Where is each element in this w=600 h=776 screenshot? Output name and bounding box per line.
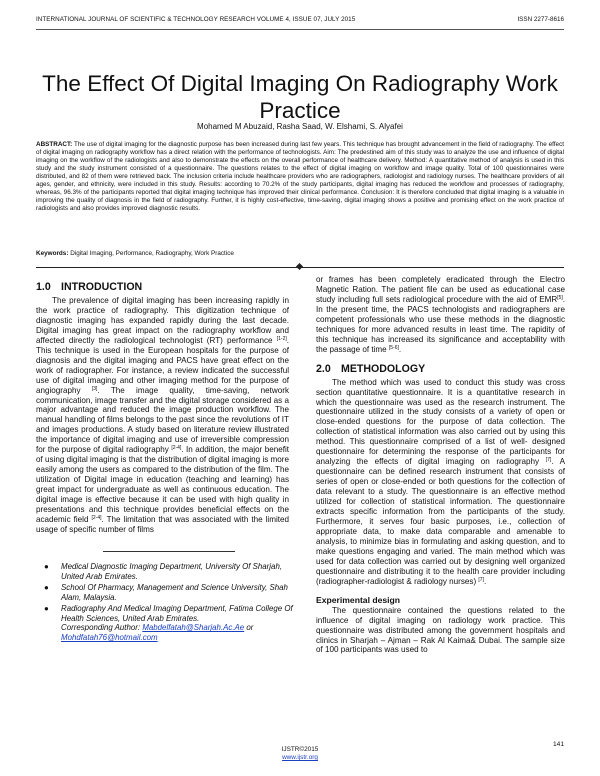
- method-text-1: The method which was used to conduct this study was cross section quantitative questionnaire. It is a quantitative research in which the questionnaire was used as the research instrument. The questionnaire utilized in the study consists of a variety of open or close-ended questions for the purpose of data collection. The collection of statistical information was also carried out by using this method. This questionnaire comprised of a list of well- designed questionnaire for determining the response of the participants for analyzing the effects of digital imaging on radiography: [316, 377, 565, 467]
- journal-url[interactable]: www.ijstr.org: [282, 754, 318, 761]
- methodology-title: METHODOLOGY: [341, 362, 426, 375]
- design-heading: Experimental design: [316, 594, 401, 605]
- intro-number: 1.0: [36, 281, 51, 293]
- intro-cont-text-2: . In the present time, the PACS technologists and radiographers are competent professionals who use these methods in the diagnostic techniques for more advanced results in least time. The rapidity of this technique has increased its significance and acceptability with the passage of time: [316, 294, 565, 354]
- citation: [7]: [545, 457, 552, 464]
- or-text: or: [246, 623, 254, 633]
- citation: [5]: [557, 294, 563, 301]
- citation: [1-2]: [276, 335, 287, 342]
- abstract: [36, 141, 564, 246]
- bullet-icon: ●: [44, 562, 49, 571]
- email-link-1[interactable]: Mabdelfatah@Sharjah.Ac.Ae: [142, 623, 245, 633]
- page-footer: [0, 746, 600, 762]
- author-affiliations: [44, 562, 294, 644]
- divider-diamond: [296, 263, 303, 270]
- method-text-2: . A questionnaire can be defined research instrument that consists of series of open or close-ended or both questions for the collection of data relevant to a study. The questionnaire is an effective method utilized for collection of statistical information. The questionnaire extracts specific information from the participants of the study. Furthermore, it serves four basic purposes, i.e., collection of appropriate data, to make data comparable and amenable to analysis, to minimize bias in formulating and asking question, and to make questions engaging and varied. The main method which was used for data collection was carried out by designing well organized questionnaire and distributing it to the health care provider including (radiographer-radiologist & radiology nurses): [316, 457, 566, 586]
- intro-text-3: . The image quality, time-saving, network communication, image transfer and the digital storage considered as a major advantage and reduced the image production workflow. The manual handling of films belongs to the past since the revolutions of IT and images productions. A study based on literature review illustrated the importance of digital imaging and use of irreversible compression for the purpose of digital radiography: [36, 385, 289, 455]
- abstract-text: The use of digital imaging for the diagnostic purpose has been increased during last few years. This technique has brought advancement in the field of radiography. The effect of digital imaging on radiography workflow has a direct relation with the performance of technologists. Aim: The predestined aim of this study was to analyze the use and influence of digital imaging on the workflow of the radiologists and also to demonstrate the effects on the overall performance of healthcare delivery. Method: A quantitative method of analysis is used in this study and the study instrument consisted of a questionnaire. The questions relates to the effect of digital imaging on workflow and image quality. Total of 100 questionnaires were distributed, and 82 of them were retrieved back. The inclusion criteria include healthcare providers who are radiographers, radiologist and radiology nurses. The healthcare providers of all ages, gender, and ethnicity, were included in this study. Results: according to 70.2% of the study participants, digital imaging has reduced the workflow and processes of radiography, whereas, 96.3% of the participants reported that digital imaging technique has improved their clinical performance. Conclusion: It is therefore concluded that digital imaging is a valuable in improving the quality of diagnosis in the field of radiography. Further, it is highly cost-effective, time-saving, digital imaging shows a positive and promising effect on the work practice of radiologists and also provides improved diagnostic results.: [36, 141, 564, 213]
- paper-title: The Effect Of Digital Imaging On Radiography Work Practice: [42, 71, 558, 124]
- citation: [3]: [91, 385, 98, 392]
- footnote-rule: [103, 551, 235, 552]
- copyright: IJSTR©2015: [281, 746, 319, 753]
- method-text-3: .: [483, 576, 487, 586]
- intro-text-5: . The limitation that was associated with the limited usage of specific number of films: [36, 514, 289, 534]
- header-rule: [36, 29, 564, 30]
- affiliation-text: School Of Pharmacy, Management and Science University, Shah Alam, Malaysia.: [61, 582, 288, 602]
- design-paragraph: The questionnaire contained the questions related to the influence of digital imaging on radiology work practice. This questionnaire was distributed among the government hospitals and clinics in Sharjah – Ajman – Rak Al Kaima& Dubai. The sample size of 100 participants was used to: [316, 605, 565, 655]
- left-column: [36, 281, 289, 535]
- bullet-icon: ●: [44, 582, 49, 592]
- citation: [7]: [478, 576, 484, 583]
- affiliation-text: Medical Diagnostic Imaging Department, University Of Sharjah, United Arab Emirates.: [61, 562, 283, 581]
- journal-title: INTERNATIONAL JOURNAL OF SCIENTIFIC & TECHNOLOGY RESEARCH VOLUME 4, ISSUE 07, JULY 2015: [36, 16, 356, 23]
- affiliation-item: [44, 604, 294, 642]
- right-column: [316, 275, 565, 655]
- citation: [2-4]: [171, 445, 182, 452]
- keywords-label: Keywords:: [36, 250, 69, 257]
- intro-paragraph: [36, 296, 289, 535]
- methodology-paragraph: [316, 378, 565, 587]
- page-number: 141: [552, 741, 564, 748]
- intro-text-2: . This technique is used in the European hospitals for the purpose of diagnosis and the digital imaging and PACS have great effect on the work of radiographer. For instance, a review indicated the successful use of digital imaging and other imaging method for the purpose of angiography: [36, 335, 289, 395]
- keywords: [36, 250, 564, 258]
- abstract-label: ABSTRACT:: [36, 141, 73, 148]
- intro-cont-text-3: .: [398, 344, 402, 354]
- author-list: Mohamed M Abuzaid, Rasha Saad, W. Elshami, S. Alyafei: [197, 122, 403, 131]
- keywords-text: Digital Imaging, Performance, Radiography, Work Practice: [70, 250, 234, 257]
- intro-text-1: The prevalence of digital imaging has been increasing rapidly in the work practice of radiography. This digitization technique of diagnostic imaging has expanded rapidly during the last decade. Digital imaging has great impact on the radiography workflow and affected directly the radiological technologist (RT) performance: [36, 296, 289, 345]
- corresponding-author: [61, 623, 253, 642]
- intro-title: INTRODUCTION: [61, 281, 143, 293]
- methodology-heading: [316, 363, 565, 375]
- methodology-number: 2.0: [316, 362, 331, 375]
- corresponding-label: Corresponding Author:: [61, 623, 141, 633]
- intro-text-4: . In addition, the major benefit of using digital imaging is that the distribution of digital imaging is more easily among the users as compared to the distribution of the film. The utilization of Digital image in education (teaching and learning) has great impact for undergraduate as well as continuous education. The digital image is effective because it can be used with high quality in presentations and this technique provides beneficial effects on the academic field: [36, 445, 290, 524]
- affiliation-item: [44, 562, 294, 581]
- citation: [5-6]: [388, 344, 399, 351]
- email-link-2[interactable]: Mohdfatah76@hotmail.com: [61, 632, 158, 642]
- running-header: [36, 16, 564, 28]
- section-divider: [36, 264, 564, 270]
- affiliation-item: [44, 583, 294, 602]
- intro-cont-text-1: or frames has been completely eradicated through the Electro Magnetic Ration. The patient file can be used as educational case study including full sets radiological procedure with the aid of EMR: [316, 275, 565, 304]
- bullet-icon: ●: [44, 603, 49, 613]
- issn: ISSN 2277-8616: [517, 16, 564, 23]
- intro-continued: [316, 275, 565, 355]
- citation: [2-4]: [91, 514, 102, 521]
- intro-heading: [36, 281, 289, 293]
- affiliation-text: Radiography And Medical Imaging Department, Fatima College Of Health Sciences, United Arab Emirates.: [61, 603, 293, 623]
